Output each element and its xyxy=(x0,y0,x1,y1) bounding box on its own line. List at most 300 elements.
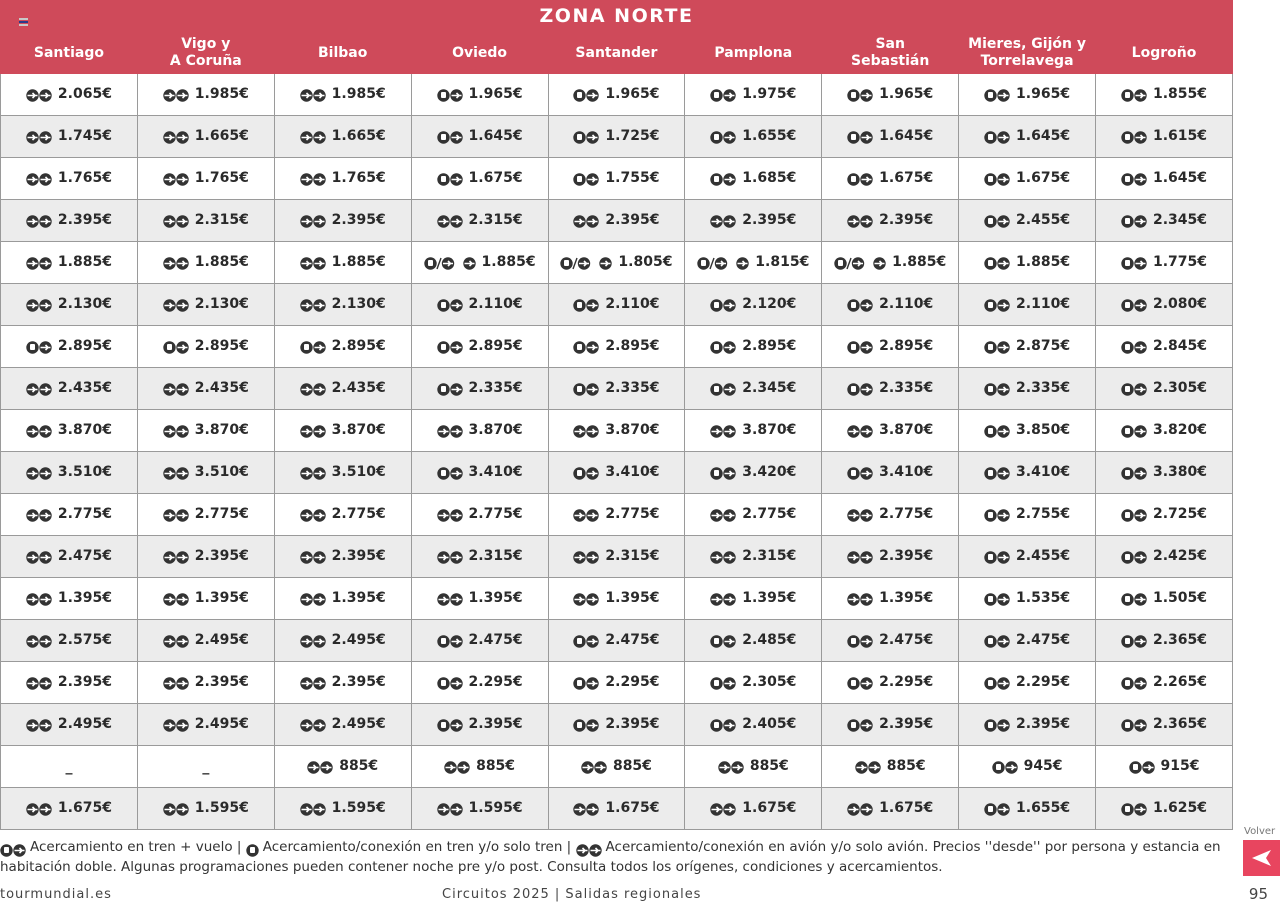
price-value: 2.895€ xyxy=(605,337,660,354)
plane-plane-icon xyxy=(26,214,52,230)
price-value: 945€ xyxy=(1023,757,1063,774)
price-value: 2.110€ xyxy=(605,295,660,312)
price-cell xyxy=(959,410,1096,452)
price-value: 1.665€ xyxy=(331,127,386,144)
table-row xyxy=(1,704,1233,746)
train-plane-icon xyxy=(984,466,1010,482)
plane-plane-icon xyxy=(163,424,189,440)
price-value: 2.395€ xyxy=(742,211,797,228)
plane-plane-icon xyxy=(573,592,599,608)
plane-plane-icon xyxy=(163,592,189,608)
price-cell xyxy=(822,116,959,158)
price-cell xyxy=(137,116,274,158)
price-value: 1.675€ xyxy=(879,169,934,186)
price-value: 885€ xyxy=(886,757,926,774)
price-cell xyxy=(137,200,274,242)
price-cell xyxy=(959,536,1096,578)
price-cell xyxy=(822,74,959,116)
back-arrow-icon xyxy=(1252,850,1271,866)
price-cell xyxy=(1096,578,1233,620)
price-value: 1.985€ xyxy=(331,85,386,102)
train-plane-icon xyxy=(984,340,1010,356)
price-cell xyxy=(822,410,959,452)
price-value: 2.895€ xyxy=(194,337,249,354)
column-header: Logroño xyxy=(1096,32,1233,74)
price-value: 2.315€ xyxy=(468,211,523,228)
price-cell xyxy=(1096,410,1233,452)
price-cell xyxy=(685,620,822,662)
price-cell xyxy=(411,620,548,662)
price-value: 2.495€ xyxy=(331,715,386,732)
price-value: 3.410€ xyxy=(879,463,934,480)
price-value: 2.775€ xyxy=(194,505,249,522)
train-plane-icon xyxy=(847,130,873,146)
price-value: 2.345€ xyxy=(742,379,797,396)
train-plane-icon xyxy=(437,466,463,482)
price-cell xyxy=(685,494,822,536)
price-cell xyxy=(822,158,959,200)
table-row xyxy=(1,158,1233,200)
price-value: 2.405€ xyxy=(742,715,797,732)
price-value: 2.315€ xyxy=(605,547,660,564)
plane-plane-icon xyxy=(300,592,326,608)
price-cell xyxy=(1,746,138,788)
price-cell xyxy=(274,200,411,242)
price-cell xyxy=(959,326,1096,368)
price-cell xyxy=(1,452,138,494)
table-row xyxy=(1,662,1233,704)
price-cell xyxy=(274,452,411,494)
train-plane-icon xyxy=(573,88,599,104)
table-row xyxy=(1,452,1233,494)
price-cell xyxy=(274,578,411,620)
price-cell xyxy=(548,788,685,830)
train-or-plane-icon xyxy=(424,256,476,272)
train-plane-icon xyxy=(573,718,599,734)
train-plane-icon xyxy=(984,676,1010,692)
price-value: 2.475€ xyxy=(879,631,934,648)
price-value: 1.505€ xyxy=(1152,589,1208,606)
train-plane-icon xyxy=(984,424,1010,440)
price-cell xyxy=(548,452,685,494)
table-row xyxy=(1,368,1233,410)
train-plane-icon xyxy=(573,340,599,356)
price-cell xyxy=(137,494,274,536)
price-cell xyxy=(822,704,959,746)
plane-plane-icon xyxy=(847,214,873,230)
price-value: 1.675€ xyxy=(605,799,660,816)
column-header: San Sebastián xyxy=(822,32,959,74)
price-value: 2.315€ xyxy=(742,547,797,564)
price-value: 3.820€ xyxy=(1152,421,1208,438)
plane-plane-icon xyxy=(26,382,52,398)
price-value: 2.875€ xyxy=(1016,337,1071,354)
train-plane-icon xyxy=(26,340,52,356)
table-row xyxy=(1,410,1233,452)
table-row xyxy=(1,116,1233,158)
price-cell xyxy=(959,746,1096,788)
price-value: 1.395€ xyxy=(468,589,523,606)
column-header: Mieres, Gijón y Torrelavega xyxy=(959,32,1096,74)
price-cell xyxy=(411,746,548,788)
train-plane-icon xyxy=(1121,550,1147,566)
price-value: 1.395€ xyxy=(331,589,386,606)
train-or-plane-icon xyxy=(560,256,612,272)
price-value: 2.395€ xyxy=(331,673,386,690)
train-plane-icon xyxy=(984,592,1010,608)
plane-plane-icon xyxy=(300,676,326,692)
price-value: 1.965€ xyxy=(605,85,660,102)
plane-plane-icon xyxy=(847,592,873,608)
price-value: 1.645€ xyxy=(1016,127,1071,144)
train-plane-icon xyxy=(1121,298,1147,314)
price-value: 1.675€ xyxy=(57,799,112,816)
price-cell xyxy=(137,368,274,410)
plane-plane-icon xyxy=(300,466,326,482)
price-cell xyxy=(1,284,138,326)
train-or-plane-icon xyxy=(697,256,749,272)
price-cell xyxy=(822,578,959,620)
price-value: 1.745€ xyxy=(57,127,112,144)
price-cell xyxy=(411,494,548,536)
plane-plane-icon xyxy=(437,424,463,440)
price-value: 1.675€ xyxy=(879,799,934,816)
price-cell xyxy=(548,284,685,326)
price-cell xyxy=(548,410,685,452)
price-value: 1.655€ xyxy=(1016,799,1071,816)
price-value: 1.855€ xyxy=(1152,85,1208,102)
plane-plane-icon xyxy=(163,718,189,734)
price-cell xyxy=(137,578,274,620)
price-value: 3.410€ xyxy=(605,463,660,480)
plane-plane-icon xyxy=(163,298,189,314)
train-plane-icon xyxy=(847,298,873,314)
train-plane-icon xyxy=(984,130,1010,146)
price-cell xyxy=(1096,494,1233,536)
price-cell xyxy=(959,578,1096,620)
price-value: 3.870€ xyxy=(879,421,934,438)
train-plane-icon xyxy=(984,382,1010,398)
plane-plane-icon xyxy=(300,508,326,524)
price-value: 2.130€ xyxy=(194,295,249,312)
column-header: Vigo y A Coruña xyxy=(137,32,274,74)
price-cell xyxy=(685,200,822,242)
train-plane-icon xyxy=(984,88,1010,104)
train-plane-icon xyxy=(847,676,873,692)
train-plane-icon xyxy=(300,340,326,356)
price-cell xyxy=(1096,536,1233,578)
price-value: 2.435€ xyxy=(57,379,112,396)
price-value: 2.455€ xyxy=(1016,211,1071,228)
table-row xyxy=(1,494,1233,536)
price-value: 2.435€ xyxy=(194,379,249,396)
price-cell xyxy=(1,200,138,242)
price-value: 1.685€ xyxy=(742,169,797,186)
train-plane-icon xyxy=(710,676,736,692)
train-plane-icon xyxy=(710,634,736,650)
price-value: 1.965€ xyxy=(879,85,934,102)
price-value: 2.475€ xyxy=(468,631,523,648)
price-value: 2.395€ xyxy=(879,547,934,564)
price-value: 1.985€ xyxy=(194,85,249,102)
plane-plane-icon xyxy=(710,592,736,608)
price-value: 2.295€ xyxy=(1016,673,1071,690)
page-number: 95 xyxy=(1248,885,1268,903)
volver-button[interactable] xyxy=(1243,840,1280,876)
price-cell xyxy=(137,536,274,578)
price-cell xyxy=(548,74,685,116)
plane-plane-icon xyxy=(300,634,326,650)
price-value: 2.845€ xyxy=(1152,337,1208,354)
price-cell xyxy=(274,74,411,116)
price-value: 2.395€ xyxy=(468,715,523,732)
price-cell xyxy=(1,74,138,116)
plane-plane-icon xyxy=(26,130,52,146)
price-cell xyxy=(1096,242,1233,284)
price-cell xyxy=(137,284,274,326)
price-value: 1.395€ xyxy=(57,589,112,606)
price-cell xyxy=(685,578,822,620)
plane-plane-icon xyxy=(300,172,326,188)
price-value: 2.110€ xyxy=(468,295,523,312)
price-value: 3.410€ xyxy=(468,463,523,480)
price-cell xyxy=(411,242,548,284)
footer-website[interactable]: tourmundial.es xyxy=(0,887,112,902)
plane-plane-icon xyxy=(163,676,189,692)
price-value: 2.895€ xyxy=(468,337,523,354)
price-cell xyxy=(1096,284,1233,326)
legend xyxy=(0,839,1230,876)
price-cell xyxy=(1,368,138,410)
price-cell xyxy=(411,662,548,704)
plane-plane-icon xyxy=(300,88,326,104)
price-value: 2.495€ xyxy=(57,715,112,732)
price-table xyxy=(0,32,1233,830)
price-cell xyxy=(274,788,411,830)
price-cell xyxy=(411,326,548,368)
price-value: 2.485€ xyxy=(742,631,797,648)
plane-plane-icon xyxy=(300,130,326,146)
price-cell xyxy=(411,74,548,116)
train-plane-icon xyxy=(847,172,873,188)
price-cell xyxy=(137,704,274,746)
price-value: 2.425€ xyxy=(1152,547,1208,564)
price-value: 885€ xyxy=(612,757,652,774)
plane-plane-icon xyxy=(163,508,189,524)
column-header: Bilbao xyxy=(274,32,411,74)
price-value: 915€ xyxy=(1160,757,1200,774)
train-plane-icon xyxy=(984,298,1010,314)
plane-plane-icon xyxy=(300,214,326,230)
price-value: 1.625€ xyxy=(1152,799,1208,816)
plane-plane-icon xyxy=(581,760,607,776)
price-cell xyxy=(959,158,1096,200)
price-cell xyxy=(411,368,548,410)
plane-plane-icon xyxy=(718,760,744,776)
price-value: 3.870€ xyxy=(468,421,523,438)
price-cell xyxy=(1096,704,1233,746)
price-value: 3.380€ xyxy=(1152,463,1208,480)
price-value: 2.295€ xyxy=(605,673,660,690)
price-cell xyxy=(274,494,411,536)
price-value: 2.335€ xyxy=(468,379,523,396)
price-cell xyxy=(959,620,1096,662)
price-value: 1.675€ xyxy=(1016,169,1071,186)
price-value: 1.615€ xyxy=(1152,127,1208,144)
price-cell xyxy=(411,578,548,620)
price-cell xyxy=(685,158,822,200)
plane-plane-icon xyxy=(573,802,599,818)
train-plane-icon xyxy=(984,550,1010,566)
price-value: 1.535€ xyxy=(1016,589,1071,606)
price-cell xyxy=(274,116,411,158)
price-cell xyxy=(411,704,548,746)
price-cell xyxy=(822,620,959,662)
price-value: 885€ xyxy=(476,757,516,774)
train-plane-icon xyxy=(1121,130,1147,146)
table-row xyxy=(1,74,1233,116)
plane-plane-icon xyxy=(26,466,52,482)
plane-plane-icon xyxy=(300,718,326,734)
price-value: 1.885€ xyxy=(892,253,947,270)
train-plane-icon xyxy=(437,340,463,356)
price-cell xyxy=(548,662,685,704)
train-plane-icon xyxy=(573,298,599,314)
train-plane-icon xyxy=(847,634,873,650)
zone-title: ZONA NORTE xyxy=(539,5,694,27)
price-cell xyxy=(1096,662,1233,704)
price-value: 2.775€ xyxy=(57,505,112,522)
price-value: 3.870€ xyxy=(331,421,386,438)
price-cell xyxy=(137,746,274,788)
price-cell xyxy=(1,536,138,578)
plane-plane-icon xyxy=(437,550,463,566)
price-value: 3.510€ xyxy=(331,463,386,480)
train-plane-icon xyxy=(437,634,463,650)
price-cell xyxy=(1096,158,1233,200)
price-value: 2.335€ xyxy=(1016,379,1071,396)
price-cell xyxy=(959,494,1096,536)
plane-plane-icon xyxy=(573,424,599,440)
plane-plane-icon xyxy=(573,214,599,230)
train-plane-icon xyxy=(984,634,1010,650)
price-value: 2.895€ xyxy=(742,337,797,354)
price-cell xyxy=(1096,788,1233,830)
price-cell xyxy=(548,620,685,662)
plane-plane-icon xyxy=(26,424,52,440)
plane-plane-icon xyxy=(710,802,736,818)
price-value: 1.965€ xyxy=(1016,85,1071,102)
train-plane-icon xyxy=(710,130,736,146)
price-cell xyxy=(959,452,1096,494)
price-cell xyxy=(1096,368,1233,410)
train-plane-icon xyxy=(573,466,599,482)
price-cell xyxy=(411,410,548,452)
train-plane-icon xyxy=(437,298,463,314)
price-value: 2.065€ xyxy=(57,85,112,102)
price-value: 1.755€ xyxy=(605,169,660,186)
price-cell xyxy=(1,620,138,662)
price-value: 2.365€ xyxy=(1152,631,1208,648)
plane-plane-icon xyxy=(163,550,189,566)
price-value: 2.395€ xyxy=(331,211,386,228)
price-cell xyxy=(137,662,274,704)
price-cell xyxy=(411,452,548,494)
train-or-plane-icon xyxy=(834,256,886,272)
plane-plane-icon xyxy=(163,214,189,230)
price-value: 2.775€ xyxy=(742,505,797,522)
price-value: 2.305€ xyxy=(742,673,797,690)
column-header: Oviedo xyxy=(411,32,548,74)
price-cell xyxy=(137,326,274,368)
price-cell xyxy=(137,74,274,116)
price-cell xyxy=(548,242,685,284)
train-plane-icon xyxy=(1121,424,1147,440)
price-cell xyxy=(548,200,685,242)
plane-plane-icon xyxy=(163,382,189,398)
price-cell xyxy=(274,662,411,704)
price-value: 1.965€ xyxy=(468,85,523,102)
price-value: 3.870€ xyxy=(605,421,660,438)
column-header: Santander xyxy=(548,32,685,74)
train-plane-icon xyxy=(573,634,599,650)
price-value: 1.595€ xyxy=(331,799,386,816)
price-cell xyxy=(822,452,959,494)
price-value: 1.395€ xyxy=(194,589,249,606)
price-cell xyxy=(959,788,1096,830)
plane-plane-icon xyxy=(437,592,463,608)
train-plane-icon xyxy=(573,130,599,146)
legend-train-text: Acercamiento/conexión en tren y/o solo tren | xyxy=(262,839,572,855)
price-cell xyxy=(548,746,685,788)
train-plane-icon xyxy=(1121,718,1147,734)
train-plane-icon xyxy=(1121,508,1147,524)
table-row xyxy=(1,620,1233,662)
train-plane-icon xyxy=(437,130,463,146)
train-plane-icon xyxy=(710,466,736,482)
price-cell xyxy=(411,284,548,326)
plane-plane-icon xyxy=(444,760,470,776)
price-value: 2.755€ xyxy=(1016,505,1071,522)
train-plane-icon xyxy=(710,298,736,314)
price-cell xyxy=(548,494,685,536)
plane-plane-icon xyxy=(300,382,326,398)
price-value: 3.870€ xyxy=(194,421,249,438)
train-plane-icon xyxy=(984,214,1010,230)
price-cell xyxy=(137,788,274,830)
price-value: 2.495€ xyxy=(331,631,386,648)
train-plane-icon xyxy=(847,382,873,398)
price-value: 885€ xyxy=(749,757,789,774)
price-cell xyxy=(959,662,1096,704)
price-cell xyxy=(1096,452,1233,494)
price-value: 2.895€ xyxy=(57,337,112,354)
price-value: 2.455€ xyxy=(1016,547,1071,564)
train-plane-icon xyxy=(992,760,1018,776)
train-plane-icon xyxy=(1121,256,1147,272)
train-plane-icon xyxy=(984,256,1010,272)
price-value: 2.395€ xyxy=(605,715,660,732)
train-plane-icon xyxy=(163,340,189,356)
price-cell xyxy=(137,158,274,200)
train-plane-icon xyxy=(1121,88,1147,104)
table-row xyxy=(1,536,1233,578)
price-value: 3.850€ xyxy=(1016,421,1071,438)
price-value: 2.395€ xyxy=(57,211,112,228)
price-value: 2.120€ xyxy=(742,295,797,312)
price-cell xyxy=(137,452,274,494)
price-cell xyxy=(685,788,822,830)
